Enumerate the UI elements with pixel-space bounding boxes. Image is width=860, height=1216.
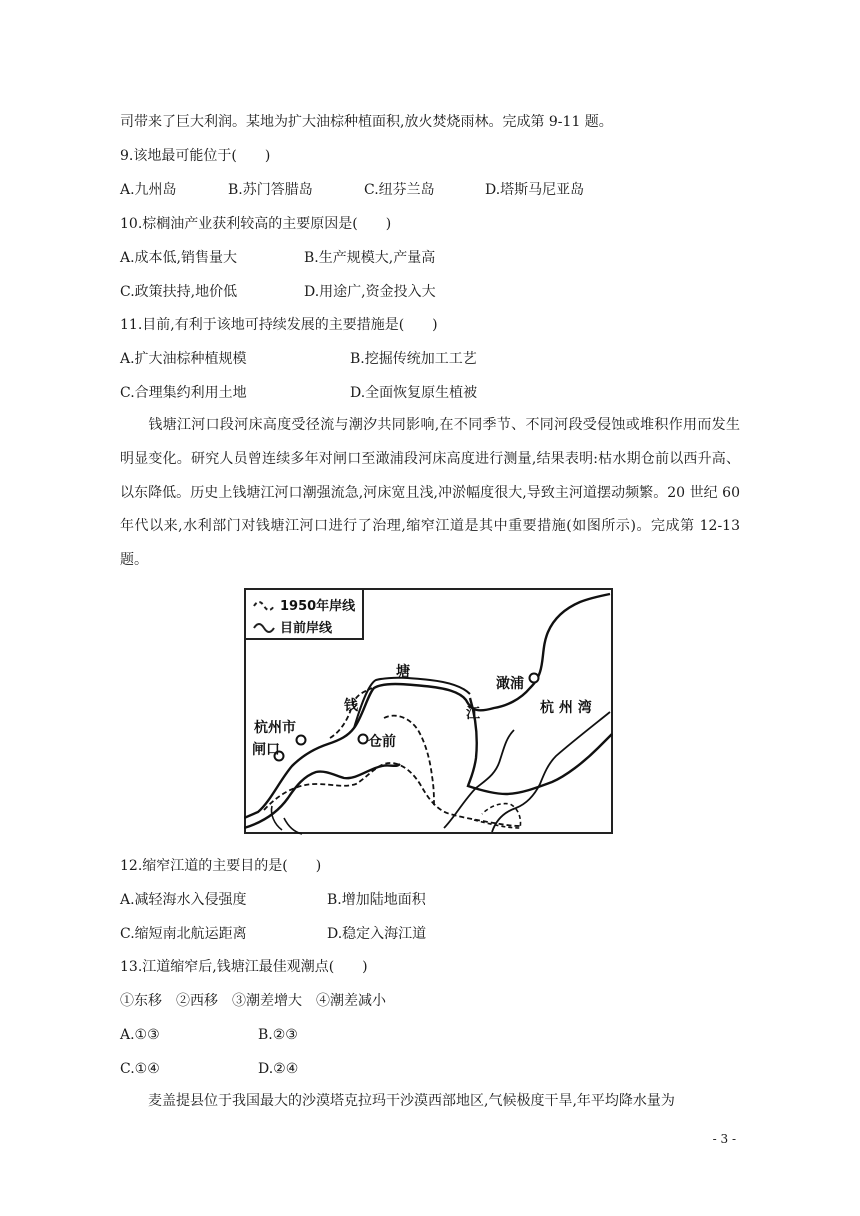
q10-option-c: C.政策扶持,地价低 bbox=[120, 284, 238, 300]
ganpu-marker bbox=[530, 674, 539, 683]
question-13: 13.江道缩窄后,钱塘江最佳观潮点( ) bbox=[120, 959, 368, 975]
q9-option-a: A.九州岛 bbox=[120, 182, 177, 198]
q13-option-c: C.①④ bbox=[120, 1061, 160, 1077]
question-12: 12.缩窄江道的主要目的是( ) bbox=[120, 858, 322, 874]
q12-option-a: A.减轻海水入侵强度 bbox=[120, 892, 247, 908]
q11-option-a: A.扩大油棕种植规模 bbox=[120, 351, 247, 367]
q13-option-d: D.②④ bbox=[258, 1061, 299, 1077]
hangzhou-marker bbox=[297, 736, 306, 745]
map-label-hangzhouwan: 杭 州 湾 bbox=[540, 700, 592, 716]
passage-maigaiti bbox=[120, 1085, 740, 1119]
q9-option-c: C.纽芬兰岛 bbox=[364, 182, 435, 198]
question-11: 11.目前,有利于该地可持续发展的主要措施是( ) bbox=[120, 317, 438, 333]
q9-option-b: B.苏门答腊岛 bbox=[228, 182, 313, 198]
legend-now-label: 目前岸线 bbox=[280, 621, 333, 636]
qiantang-river-map bbox=[244, 588, 614, 835]
question-10: 10.棕榈油产业获利较高的主要原因是( ) bbox=[120, 216, 392, 232]
passage-maigaiti-text: 麦盖提县位于我国最大的沙漠塔克拉玛干沙漠西部地区,气候极度干旱,年平均降水量为 bbox=[148, 1093, 675, 1109]
q11-option-d: D.全面恢复原生植被 bbox=[350, 385, 478, 401]
cangqian-marker bbox=[359, 735, 368, 744]
q10-option-a: A.成本低,销售量大 bbox=[120, 250, 238, 266]
map-label-zhakou: 闸口 bbox=[252, 742, 280, 758]
legend-1950-label: 1950年岸线 bbox=[280, 599, 356, 614]
q9-option-d: D.塔斯马尼亚岛 bbox=[485, 182, 585, 198]
q13-option-a: A.①③ bbox=[120, 1027, 160, 1043]
q12-option-d: D.稳定入海江道 bbox=[327, 926, 427, 942]
q12-option-b: B.增加陆地面积 bbox=[327, 892, 426, 908]
passage-qiantang-text: 钱塘江河口段河床高度受径流与潮汐共同影响,在不同季节、不同河段受侵蚀或堆积作用而发生明显变化。研究人员曾连续多年对闸口至澉浦段河床高度进行测量,结果表明:枯水期仓前以西升高、以东降低。历史上钱塘江河口潮强流急,河床宽且浅,冲淤幅度很大,导致主河道摆动频繁。20 世纪 60 年代以来,水利部门对钱塘江河口进行了治理,缩窄江道是其中重要措施(如图所示)。完成第 12-13 题。 bbox=[120, 417, 740, 569]
q11-option-c: C.合理集约利用土地 bbox=[120, 385, 247, 401]
map-label-cangqian: 仓前 bbox=[368, 734, 396, 750]
passage-qiantang bbox=[120, 409, 740, 578]
map-label-hangzhou: 杭州市 bbox=[254, 720, 296, 736]
map-label-ganpu: 澉浦 bbox=[496, 676, 524, 692]
q11-option-b: B.挖掘传统加工工艺 bbox=[350, 351, 477, 367]
q10-option-d: D.用途广,资金投入大 bbox=[304, 284, 436, 300]
intro-tail-line: 司带来了巨大利润。某地为扩大油棕种植面积,放火焚烧雨林。完成第 9-11 题。 bbox=[120, 114, 613, 130]
q13-option-b: B.②③ bbox=[258, 1027, 298, 1043]
q10-option-b: B.生产规模大,产量高 bbox=[304, 250, 436, 266]
q13-statements: ①东移 ②西移 ③潮差增大 ④潮差减小 bbox=[120, 993, 386, 1009]
q12-option-c: C.缩短南北航运距离 bbox=[120, 926, 247, 942]
map-label-tang: 塘 bbox=[396, 664, 410, 680]
map-label-qian: 钱 bbox=[344, 698, 358, 714]
map-label-jiang: 江 bbox=[466, 706, 480, 722]
page-number: - 3 - bbox=[712, 1132, 736, 1146]
question-9: 9.该地最可能位于( ) bbox=[120, 148, 271, 164]
